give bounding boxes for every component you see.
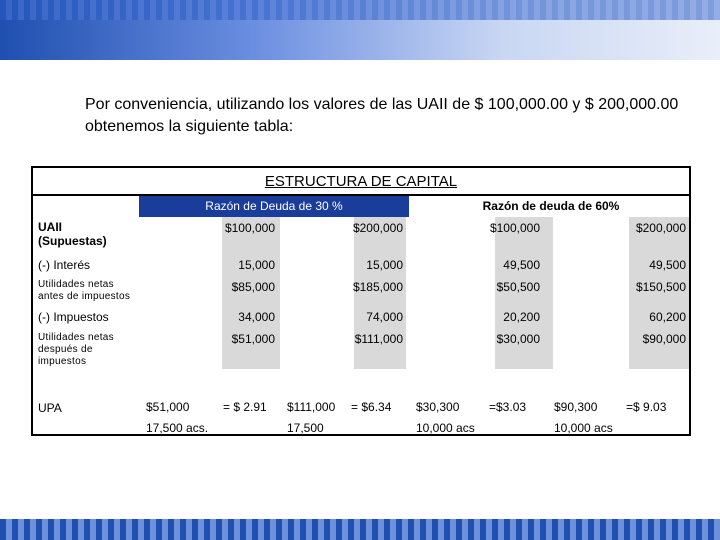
table-cell: $111,000 bbox=[354, 332, 403, 346]
table-cell: $51,000 bbox=[231, 332, 275, 346]
table-cell: 49,500 bbox=[649, 258, 686, 272]
table-cell: $100,000 bbox=[224, 221, 275, 235]
upa-result: =$3.03 bbox=[489, 400, 527, 414]
table-cell: $50,500 bbox=[496, 280, 540, 294]
header-debt-60: Razón de deuda de 60% bbox=[482, 199, 620, 213]
upa-result: = $6.34 bbox=[351, 400, 392, 414]
table-title-text: ESTRUCTURA DE CAPITAL bbox=[264, 173, 458, 190]
row-label-uaii: UAII (Supuestas) bbox=[38, 220, 107, 248]
upa-result: =$ 9.03 bbox=[626, 400, 667, 414]
header-stripe bbox=[0, 0, 720, 20]
row-label-interes: (-) Interés bbox=[38, 258, 91, 272]
table-cell: $90,000 bbox=[642, 332, 686, 346]
row-label-upa: UPA bbox=[38, 401, 62, 415]
intro-paragraph: Por conveniencia, utilizando los valores de las UAII de $ 100,000.00 y $ 200,000.00 obtenemos la siguiente tabla: bbox=[85, 96, 679, 135]
upa-denominator: 10,000 acs bbox=[554, 421, 613, 435]
table-cell: 34,000 bbox=[238, 310, 275, 324]
table-cell: $200,000 bbox=[352, 221, 403, 235]
row-label-impuestos: (-) Impuestos bbox=[38, 310, 109, 324]
table-cell: 60,200 bbox=[649, 310, 686, 324]
table-cell: $30,000 bbox=[496, 332, 540, 346]
table-cell: 74,000 bbox=[366, 310, 403, 324]
table-cell: $100,000 bbox=[489, 221, 540, 235]
table-cell: $200,000 bbox=[635, 221, 686, 235]
table-cell: 20,200 bbox=[503, 310, 540, 324]
upa-denominator: 17,500 acs. bbox=[146, 421, 209, 435]
upa-denominator: 10,000 acs bbox=[416, 421, 475, 435]
upa-result: = $ 2.91 bbox=[223, 400, 267, 414]
table-cell: $185,000 bbox=[352, 280, 403, 294]
table-cell: $150,500 bbox=[635, 280, 686, 294]
table-title bbox=[33, 168, 689, 196]
table-cell: $85,000 bbox=[231, 280, 275, 294]
capital-structure-table bbox=[31, 166, 691, 436]
table-cell: 15,000 bbox=[366, 258, 403, 272]
table-cell: 49,500 bbox=[503, 258, 540, 272]
upa-denominator: 17,500 bbox=[287, 421, 324, 435]
upa-numerator: $30,300 bbox=[416, 400, 460, 414]
table-cell: 15,000 bbox=[238, 258, 275, 272]
header-debt-30: Razón de Deuda de 30 % bbox=[139, 196, 409, 217]
footer-banner bbox=[0, 519, 720, 540]
row-label-utilidades-despues: Utilidades netas después de impuestos bbox=[38, 332, 114, 367]
upa-numerator: $90,300 bbox=[554, 400, 598, 414]
upa-numerator: $111,000 bbox=[287, 400, 336, 414]
upa-numerator: $51,000 bbox=[146, 400, 190, 414]
header-banner bbox=[0, 0, 720, 60]
row-label-utilidades-antes: Utilidades netas antes de impuestos bbox=[38, 279, 131, 302]
